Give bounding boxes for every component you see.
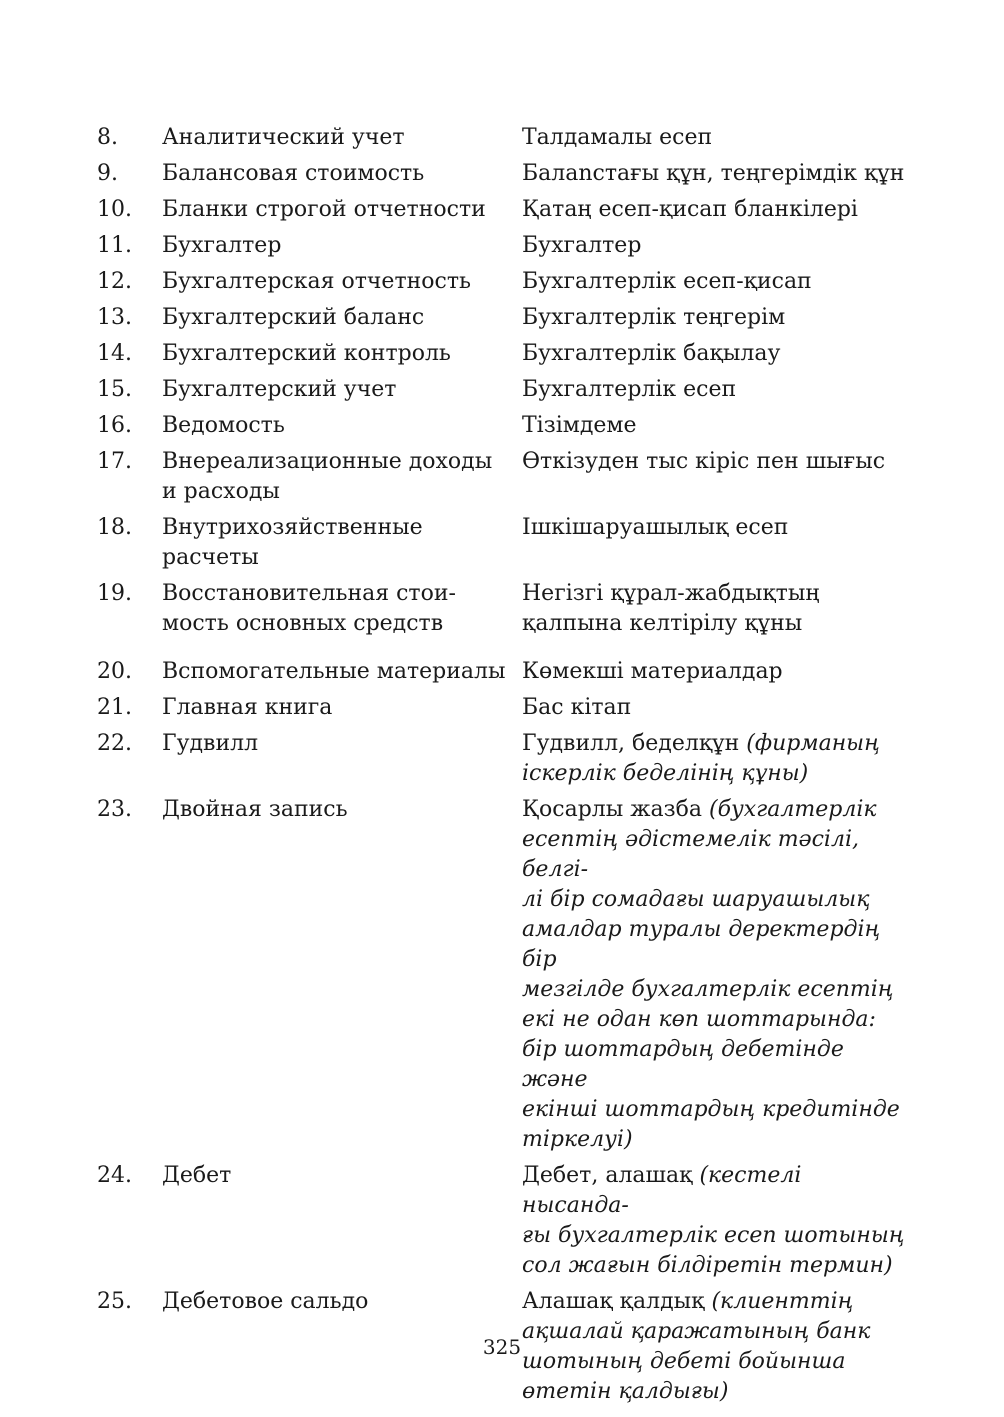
kazakh-term-cell xyxy=(522,657,907,687)
russian-term: Ведомость xyxy=(162,413,285,438)
entry-number: 9. xyxy=(97,161,118,186)
entry-number: 20. xyxy=(97,659,132,684)
kazakh-term: Өткізуден тыс кіріс пен шығыс xyxy=(522,449,886,474)
kazakh-term-cell xyxy=(522,447,907,477)
glossary-entry xyxy=(97,231,907,267)
kazakh-term: Көмекші материалдар xyxy=(522,659,783,684)
entry-number: 24. xyxy=(97,1163,132,1188)
kazakh-term-cell xyxy=(522,513,907,543)
glossary-entry xyxy=(97,1161,907,1287)
kazakh-term-cell xyxy=(522,375,907,405)
glossary-entry xyxy=(97,513,907,579)
glossary-entry xyxy=(97,729,907,795)
kazakh-term-cell xyxy=(522,339,907,369)
russian-term: Внутрихозяйственные расчеты xyxy=(162,515,423,570)
kazakh-term: Бухгалтер xyxy=(522,233,642,258)
kazakh-term-cell xyxy=(522,795,907,1155)
entry-number: 15. xyxy=(97,377,132,402)
kazakh-term: Қосарлы жазба xyxy=(522,797,702,822)
kazakh-term-explanation: (кестелі нысанда- ғы бухгалтерлік есеп шотының сол жағын білдіретін термин) xyxy=(522,1163,905,1278)
glossary-entry xyxy=(97,447,907,513)
glossary-table xyxy=(97,123,907,1413)
entry-number: 16. xyxy=(97,413,132,438)
russian-term: Бухгалтерский баланс xyxy=(162,305,425,330)
page-number: 325 xyxy=(482,1335,522,1359)
russian-term: Двойная запись xyxy=(162,797,348,822)
kazakh-term: Бухгалтерлік есеп-қисап xyxy=(522,269,812,294)
glossary-entry xyxy=(97,411,907,447)
entry-number: 8. xyxy=(97,125,118,150)
entry-number: 23. xyxy=(97,797,132,822)
entry-number: 14. xyxy=(97,341,132,366)
glossary-entry xyxy=(97,795,907,1161)
entry-number: 11. xyxy=(97,233,132,258)
kazakh-term: Гудвилл, беделқұн xyxy=(522,731,740,756)
glossary-entry xyxy=(97,123,907,159)
russian-term: Гудвилл xyxy=(162,731,259,756)
kazakh-term-explanation: (фирманың іскерлік беделінің құны) xyxy=(522,731,880,786)
entry-number: 21. xyxy=(97,695,132,720)
entry-number: 18. xyxy=(97,515,132,540)
russian-term: Бухгалтерский контроль xyxy=(162,341,451,366)
kazakh-term-explanation: (клиенттің ақшалай қаражатының банк шотының дебеті бойынша өтетін қалдығы) xyxy=(522,1289,871,1404)
kazakh-term-explanation: (бухгалтерлік есептің әдістемелік тәсілі, белгі- лі бір сомадағы шаруашылық амалдар туралы деректердің бір мезгілде бухгалтерлік есептің екі не одан көп шоттарында: бір шоттардың дебетінде және екінші шоттардың кредитінде тіркелуі) xyxy=(522,797,900,1152)
kazakh-term-cell xyxy=(522,303,907,333)
kazakh-term: Бас кітап xyxy=(522,695,632,720)
glossary-entry xyxy=(97,159,907,195)
russian-term: Вспомогательные материалы xyxy=(162,659,506,684)
russian-term: Дебет xyxy=(162,1163,232,1188)
glossary-entry xyxy=(97,375,907,411)
kazakh-term-cell xyxy=(522,579,907,639)
kazakh-term: Бухгалтерлік бақылау xyxy=(522,341,781,366)
russian-term: Бланки строгой отчетности xyxy=(162,197,486,222)
kazakh-term-cell xyxy=(522,411,907,441)
russian-term: Восстановительная стои- мость основных средств xyxy=(162,581,456,636)
kazakh-term-cell xyxy=(522,267,907,297)
glossary-entry xyxy=(97,267,907,303)
kazakh-term: Дебет, алашақ xyxy=(522,1163,693,1188)
kazakh-term: Бухгалтерлік есеп xyxy=(522,377,737,402)
glossary-entry xyxy=(97,657,907,693)
entry-number: 17. xyxy=(97,449,132,474)
entry-number: 19. xyxy=(97,581,132,606)
russian-term: Бухгалтерская отчетность xyxy=(162,269,471,294)
entry-number: 25. xyxy=(97,1289,132,1314)
kazakh-term: Ішкішаруашылық есеп xyxy=(522,515,789,540)
kazakh-term: Алашақ қалдық xyxy=(522,1289,705,1314)
russian-term: Аналитический учет xyxy=(162,125,405,150)
entry-number: 22. xyxy=(97,731,132,756)
kazakh-term-cell xyxy=(522,231,907,261)
russian-term: Главная книга xyxy=(162,695,333,720)
glossary-entry xyxy=(97,579,907,657)
glossary-entry xyxy=(97,195,907,231)
kazakh-term: Балanстағы құн, теңгерімдік құн xyxy=(522,161,905,186)
entry-number: 12. xyxy=(97,269,132,294)
kazakh-term-cell xyxy=(522,195,907,225)
entry-number: 13. xyxy=(97,305,132,330)
glossary-entry xyxy=(97,303,907,339)
kazakh-term: Тізімдеме xyxy=(522,413,637,438)
russian-term: Внереализационные доходы и расходы xyxy=(162,449,493,504)
russian-term: Дебетовое сальдо xyxy=(162,1289,369,1314)
kazakh-term-cell xyxy=(522,729,907,789)
kazakh-term: Бухгалтерлік теңгерім xyxy=(522,305,786,330)
glossary-entry xyxy=(97,339,907,375)
kazakh-term: Қатаң есеп-қисап бланкілері xyxy=(522,197,858,222)
russian-term: Бухгалтер xyxy=(162,233,282,258)
kazakh-term-cell xyxy=(522,123,907,153)
kazakh-term-cell xyxy=(522,159,907,189)
kazakh-term: Талдамалы есеп xyxy=(522,125,713,150)
russian-term: Балансовая стоимость xyxy=(162,161,425,186)
kazakh-term: Негізгі құрал-жабдықтың қалпына келтірілу құны xyxy=(522,581,820,636)
glossary-entry xyxy=(97,693,907,729)
russian-term: Бухгалтерский учет xyxy=(162,377,397,402)
entry-number: 10. xyxy=(97,197,132,222)
kazakh-term-cell xyxy=(522,693,907,723)
kazakh-term-cell xyxy=(522,1161,907,1281)
